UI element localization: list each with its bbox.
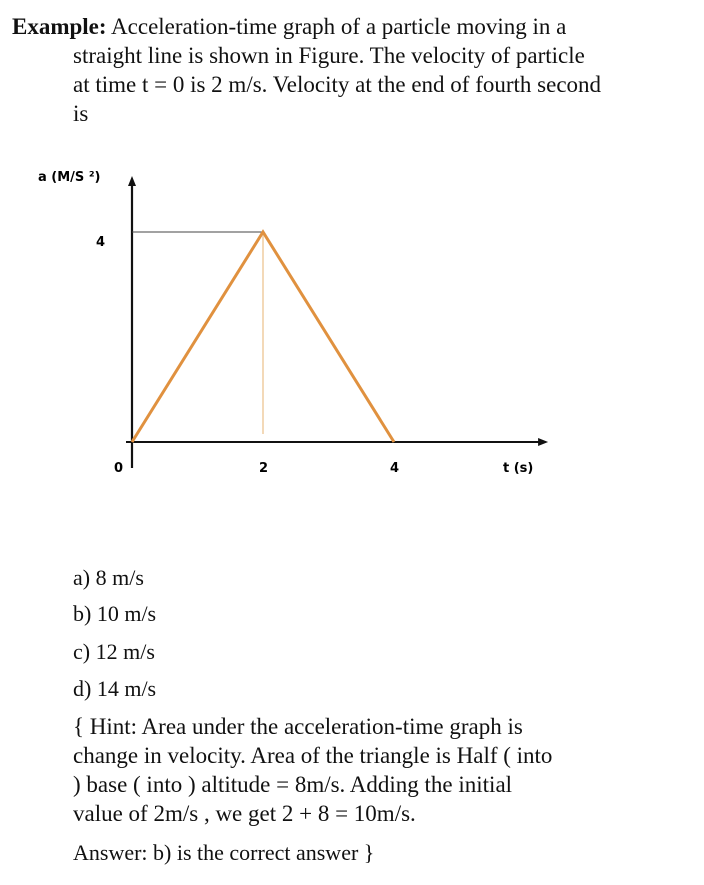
question-line-1: Acceleration-time graph of a particle moving in a <box>111 14 567 39</box>
answer-text: Answer: b) is the correct answer } <box>73 840 375 865</box>
hint-line-1: { Hint: Area under the acceleration-time graph is <box>73 714 523 739</box>
hint-text <box>73 712 693 828</box>
x-axis-arrow <box>538 438 548 446</box>
hint-line-3: ) base ( into ) altitude = 8m/s. Adding the initial <box>73 772 513 797</box>
hint-line-4: value of 2m/s , we get 2 + 8 = 10m/s. <box>73 801 416 826</box>
x-tick-label: 2 <box>259 461 269 476</box>
y-tick-label: 4 <box>96 235 106 250</box>
x-axis-label: t (s) <box>503 461 534 476</box>
hint-line-2: change in velocity. Area of the triangle is Half ( into <box>73 743 553 768</box>
x-tick-label: 4 <box>390 461 400 476</box>
question-line-2: straight line is shown in Figure. The velocity of particle <box>73 43 585 68</box>
option-d: d) 14 m/s <box>73 676 157 701</box>
option-c: c) 12 m/s <box>73 639 155 664</box>
question-line-4: is <box>73 101 89 126</box>
x-tick-label: 0 <box>114 461 124 476</box>
y-axis-label: a (M/S ²) <box>38 170 101 185</box>
option-a: a) 8 m/s <box>73 565 144 590</box>
y-axis-arrow <box>128 176 136 186</box>
example-label: Example: <box>12 14 107 39</box>
question-line-3: at time t = 0 is 2 m/s. Velocity at the end of fourth second <box>73 72 602 97</box>
option-b: b) 10 m/s <box>73 601 157 626</box>
